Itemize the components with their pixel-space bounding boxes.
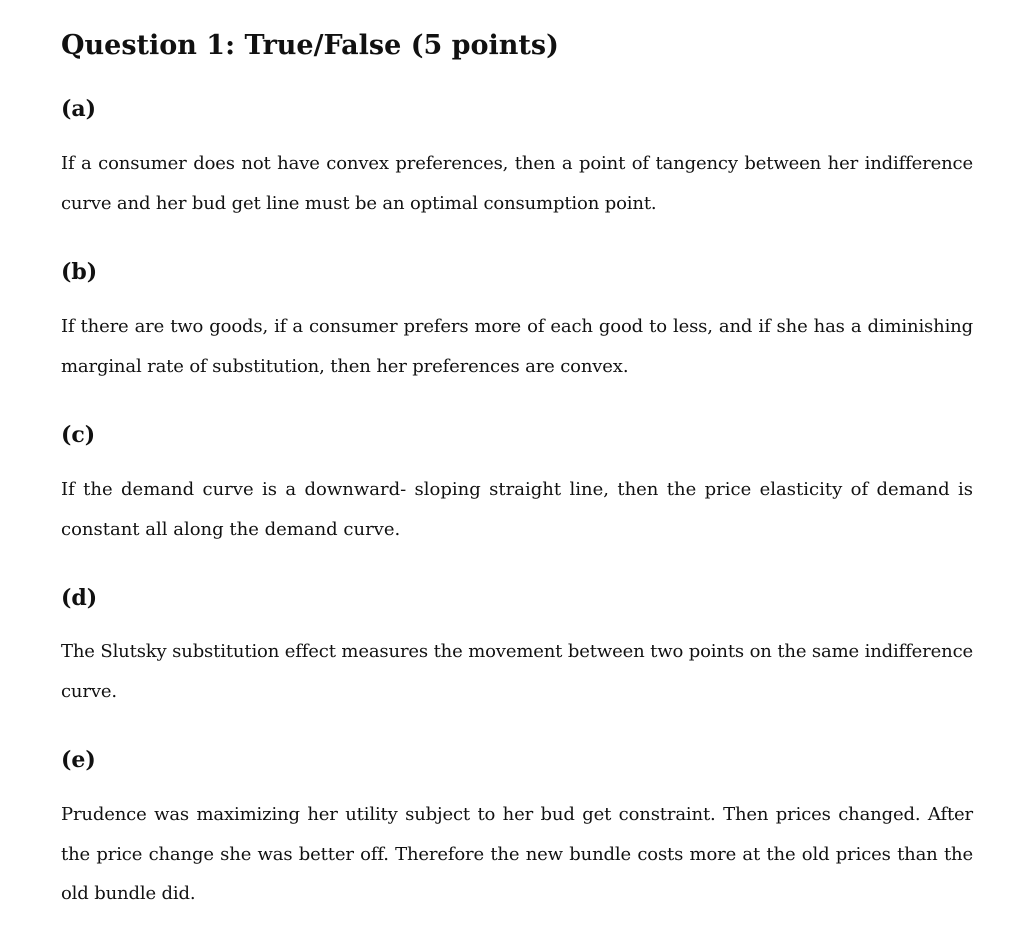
part-d-text: The Slutsky substitution effect measures the movement between two points on the same indifference curve.: [61, 641, 973, 702]
part-e-label: (e): [61, 747, 96, 773]
part-d-label: (d): [61, 585, 98, 611]
part-c-text: If the demand curve is a downward- sloping straight line, then the price elasticity of demand is constant all along the demand curve.: [61, 479, 973, 540]
part-e-text: Prudence was maximizing her utility subject to her bud get constraint. Then prices changed. After the price change she was better off. Therefore the new bundle costs more at the old prices than the old bundle did.: [61, 804, 973, 904]
part-a-label: (a): [61, 96, 97, 122]
part-a-text: If a consumer does not have convex preferences, then a point of tangency between her indifference curve and her bud get line must be an optimal consumption point.: [61, 153, 973, 214]
question-title: Question 1: True/False (5 points): [61, 30, 559, 61]
part-b-label: (b): [61, 259, 98, 285]
part-c-label: (c): [61, 422, 96, 448]
part-b-text: If there are two goods, if a consumer prefers more of each good to less, and if she has a diminishing marginal rate of substitution, then her preferences are convex.: [61, 316, 973, 377]
